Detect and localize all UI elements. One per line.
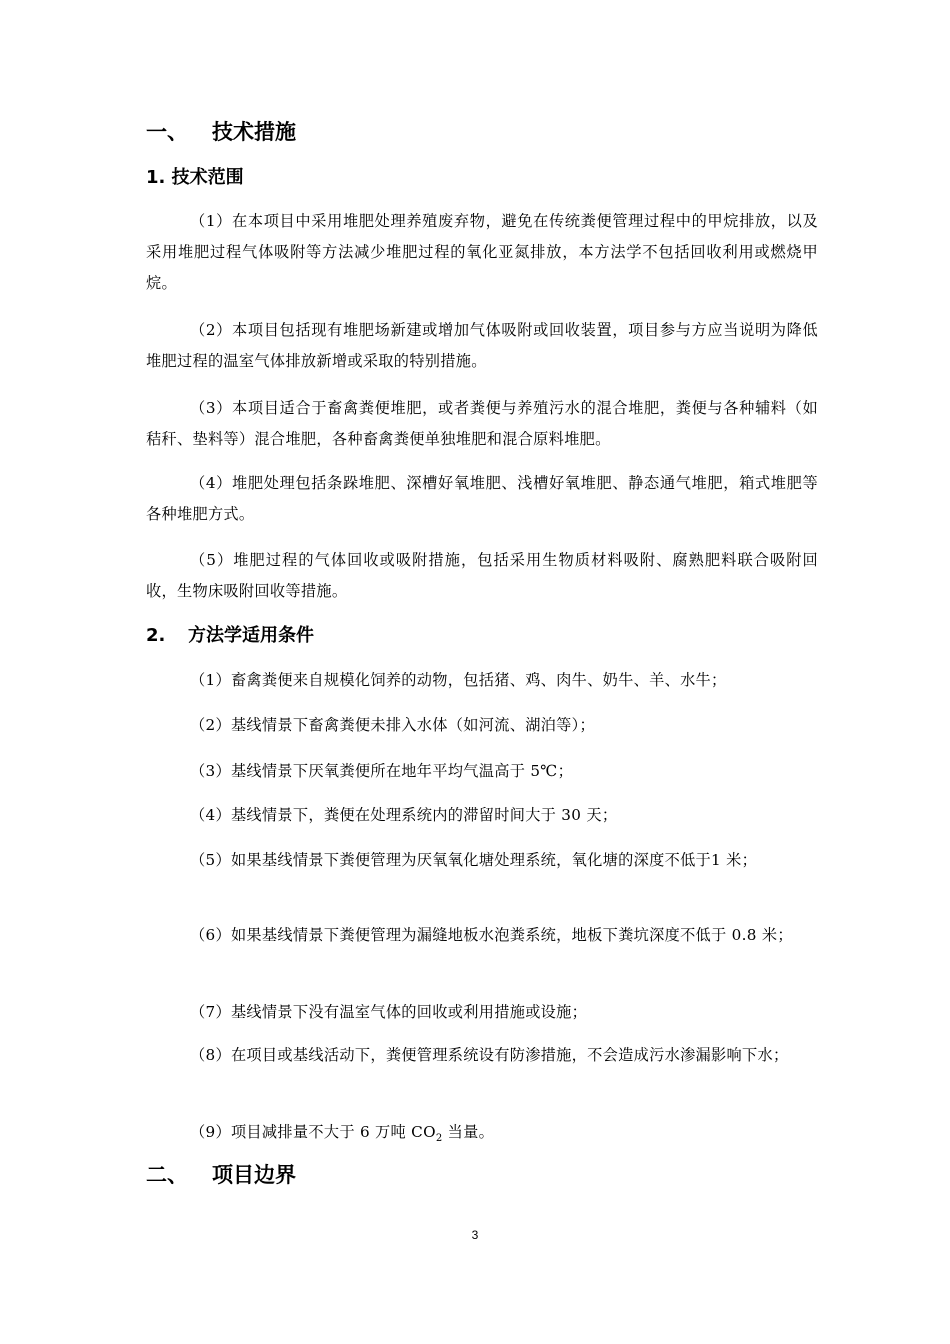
paragraph: （1）在本项目中采用堆肥处理养殖废弃物，避免在传统粪便管理过程中的甲烷排放，以及采用堆肥过程气体吸附等方法减少堆肥过程的氧化亚氮排放，本方法学不包括回收利用或燃烧甲烷。 — [146, 212, 818, 292]
condition-item: （3）基线情景下厌氧粪便所在地年平均气温高于 5℃； — [190, 762, 574, 780]
section-number: 二、 — [146, 1163, 188, 1187]
paragraph: （3）本项目适合于畜禽粪便堆肥，或者粪便与养殖污水的混合堆肥，粪便与各种辅料（如秸秆、垫料等）混合堆肥，各种畜禽粪便单独堆肥和混合原料堆肥。 — [146, 399, 818, 448]
condition-item: （5）如果基线情景下粪便管理为厌氧氧化塘处理系统，氧化塘的深度不低于1 米； — [190, 851, 758, 869]
subsection-title: 方法学适用条件 — [188, 625, 314, 646]
section-heading-1 — [146, 118, 296, 146]
subsection-number: 1. — [146, 167, 166, 188]
subsection-heading-1 — [146, 165, 244, 191]
subsection-number: 2. — [146, 625, 166, 646]
condition-item: （1）畜禽粪便来自规模化饲养的动物，包括猪、鸡、肉牛、奶牛、羊、水牛； — [190, 671, 727, 689]
subscript: 2 — [435, 1133, 443, 1145]
section-number: 一、 — [146, 120, 188, 144]
section-title: 项目边界 — [212, 1163, 296, 1187]
condition-text: 当量。 — [442, 1123, 495, 1141]
paragraph: （4）堆肥处理包括条跺堆肥、深槽好氧堆肥、浅槽好氧堆肥、静态通气堆肥，箱式堆肥等各种堆肥方式。 — [146, 474, 818, 523]
condition-item: （8）在项目或基线活动下，粪便管理系统设有防渗措施，不会造成污水渗漏影响下水； — [190, 1046, 789, 1064]
paragraph: （5）堆肥过程的气体回收或吸附措施，包括采用生物质材料吸附、腐熟肥料联合吸附回收，生物床吸附回收等措施。 — [146, 551, 818, 600]
subsection-heading-2 — [146, 623, 314, 649]
condition-item: （2）基线情景下畜禽粪便未排入水体（如河流、湖泊等）； — [190, 716, 596, 734]
condition-item: （7）基线情景下没有温室气体的回收或利用措施或设施； — [190, 1003, 588, 1021]
section-title: 技术措施 — [212, 120, 296, 144]
page-number: 3 — [471, 1228, 479, 1242]
condition-item: （4）基线情景下，粪便在处理系统内的滞留时间大于 30 天； — [190, 806, 618, 824]
subsection-title: 技术范围 — [171, 167, 244, 188]
condition-item — [146, 1117, 818, 1154]
section-heading-2 — [146, 1161, 296, 1189]
condition-item: （6）如果基线情景下粪便管理为漏缝地板水泡粪系统，地板下粪坑深度不低于 0.8 米； — [190, 926, 793, 944]
condition-text: （9）项目减排量不大于 6 万吨 CO — [190, 1123, 436, 1141]
paragraph: （2）本项目包括现有堆肥场新建或增加气体吸附或回收装置，项目参与方应当说明为降低堆肥过程的温室气体排放新增或采取的特别措施。 — [146, 321, 818, 370]
